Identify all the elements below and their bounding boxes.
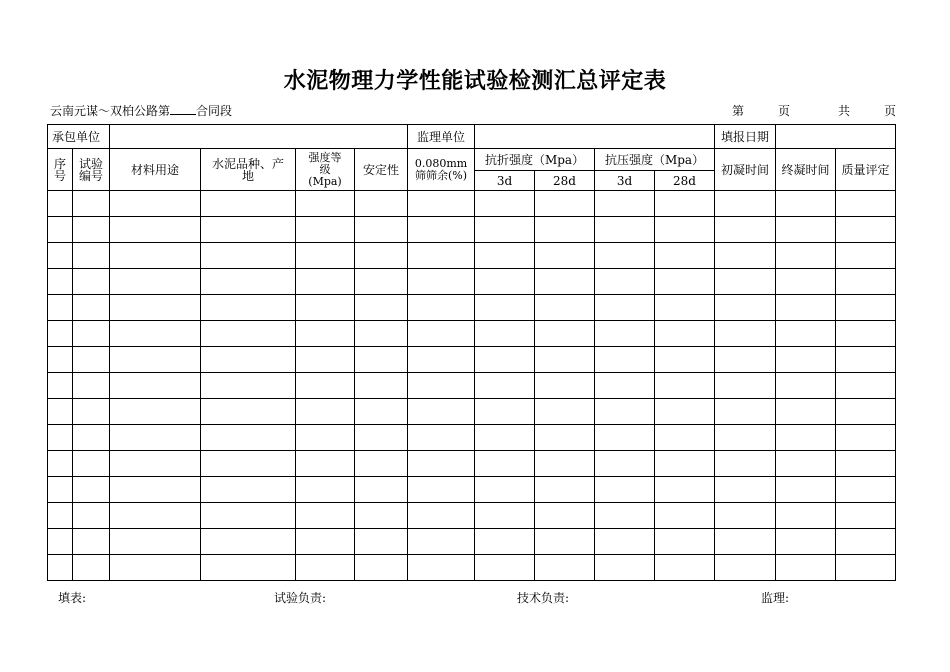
table-cell[interactable] [408,425,475,451]
table-cell[interactable] [836,529,896,555]
table-cell[interactable] [655,503,715,529]
table-cell[interactable] [296,503,355,529]
table-cell[interactable] [535,477,595,503]
table-cell[interactable] [73,269,110,295]
table-cell[interactable] [355,399,408,425]
table-cell[interactable] [201,295,296,321]
table-cell[interactable] [355,555,408,581]
table-cell[interactable] [296,347,355,373]
table-cell[interactable] [475,399,535,425]
summary-table [47,124,896,581]
table-cell[interactable] [776,399,836,425]
header-soundness: 安定性 [355,149,408,191]
table-cell[interactable] [715,295,776,321]
table-cell[interactable] [655,295,715,321]
table-cell[interactable] [836,295,896,321]
table-row [48,477,896,503]
table-cell[interactable] [355,503,408,529]
table-cell[interactable] [776,451,836,477]
table-cell[interactable] [475,477,535,503]
table-cell[interactable] [595,451,655,477]
table-cell[interactable] [48,503,73,529]
table-cell[interactable] [595,373,655,399]
table-cell[interactable] [776,269,836,295]
total-unit: 页 [884,104,897,118]
table-cell[interactable] [535,295,595,321]
header-seq: 序号 [48,149,73,191]
table-cell[interactable] [408,243,475,269]
table-cell[interactable] [655,269,715,295]
project-line [50,102,232,119]
table-cell[interactable] [73,555,110,581]
table-cell[interactable] [296,217,355,243]
table-cell[interactable] [776,295,836,321]
table-cell[interactable] [48,399,73,425]
table-cell[interactable] [73,451,110,477]
table-cell[interactable] [475,425,535,451]
table-cell[interactable] [836,477,896,503]
table-cell[interactable] [355,373,408,399]
footer-supervision: 监理: [761,591,790,605]
table-cell[interactable] [296,191,355,217]
table-cell[interactable] [296,373,355,399]
table-cell[interactable] [535,425,595,451]
table-cell[interactable] [408,269,475,295]
table-cell[interactable] [776,347,836,373]
table-cell[interactable] [408,191,475,217]
table-cell[interactable] [595,503,655,529]
table-cell[interactable] [776,373,836,399]
table-cell[interactable] [595,425,655,451]
table-row [48,529,896,555]
table-row [48,217,896,243]
table-cell[interactable] [48,477,73,503]
table-cell[interactable] [595,529,655,555]
table-cell[interactable] [73,191,110,217]
table-cell[interactable] [408,321,475,347]
table-cell[interactable] [355,191,408,217]
supervisor-label: 监理单位 [408,125,475,149]
table-cell[interactable] [715,399,776,425]
table-cell[interactable] [73,503,110,529]
page-label: 第 [732,104,745,118]
table-cell[interactable] [535,399,595,425]
table-cell[interactable] [296,529,355,555]
table-cell[interactable] [715,321,776,347]
table-cell[interactable] [408,451,475,477]
table-cell[interactable] [355,295,408,321]
table-cell[interactable] [408,373,475,399]
table-cell[interactable] [296,243,355,269]
table-row [48,347,896,373]
table-cell[interactable] [715,529,776,555]
table-cell[interactable] [201,373,296,399]
table-cell[interactable] [535,503,595,529]
table-cell[interactable] [110,373,201,399]
table-cell[interactable] [715,217,776,243]
table-cell[interactable] [48,269,73,295]
table-cell[interactable] [296,425,355,451]
table-cell[interactable] [595,269,655,295]
table-cell[interactable] [715,191,776,217]
table-cell[interactable] [655,373,715,399]
table-cell[interactable] [110,477,201,503]
table-cell[interactable] [535,321,595,347]
table-row [48,503,896,529]
contractor-value[interactable] [110,125,408,149]
table-cell[interactable] [655,347,715,373]
table-cell[interactable] [408,347,475,373]
table-cell[interactable] [595,347,655,373]
table-cell[interactable] [408,555,475,581]
table-row [48,373,896,399]
table-cell[interactable] [475,243,535,269]
table-cell[interactable] [535,347,595,373]
page-title: 水泥物理力学性能试验检测汇总评定表 [283,68,667,94]
table-cell[interactable] [296,321,355,347]
table-cell[interactable] [776,555,836,581]
table-row [48,451,896,477]
header-usage: 材料用途 [110,149,201,191]
table-row [48,269,896,295]
table-cell[interactable] [201,321,296,347]
table-cell[interactable] [73,347,110,373]
table-cell[interactable] [776,217,836,243]
table-cell[interactable] [73,243,110,269]
table-cell[interactable] [408,295,475,321]
project-prefix: 云南元谋～双柏公路第 [50,104,171,118]
table-cell[interactable] [535,373,595,399]
table-cell[interactable] [776,477,836,503]
contractor-label: 承包单位 [48,125,110,149]
header-test-no: 试验编号 [73,149,110,191]
table-cell[interactable] [595,477,655,503]
table-cell[interactable] [48,451,73,477]
table-cell[interactable] [110,347,201,373]
table-cell[interactable] [110,555,201,581]
table-cell[interactable] [475,295,535,321]
table-cell[interactable] [201,347,296,373]
table-cell[interactable] [73,477,110,503]
table-cell[interactable] [475,503,535,529]
table-cell[interactable] [355,321,408,347]
table-cell[interactable] [73,373,110,399]
table-cell[interactable] [355,269,408,295]
header-cement-type: 水泥品种、产地 [201,149,296,191]
table-cell[interactable] [836,451,896,477]
header-sieve-residue: 0.080mm筛筛余(%) [408,149,475,191]
table-cell[interactable] [110,451,201,477]
page-unit: 页 [778,104,791,118]
table-cell[interactable] [475,373,535,399]
table-cell[interactable] [48,217,73,243]
footer-tech-lead: 技术负责: [517,591,570,605]
header-flexural-28d: 28d [535,171,595,191]
table-cell[interactable] [836,217,896,243]
supervisor-value[interactable] [475,125,715,149]
table-cell[interactable] [296,555,355,581]
table-cell[interactable] [715,425,776,451]
table-cell[interactable] [355,425,408,451]
table-cell[interactable] [110,321,201,347]
table-cell[interactable] [110,399,201,425]
table-cell[interactable] [110,243,201,269]
table-cell[interactable] [475,529,535,555]
table-cell[interactable] [201,269,296,295]
header-flexural-3d: 3d [475,171,535,191]
table-cell[interactable] [655,243,715,269]
table-cell[interactable] [73,399,110,425]
table-cell[interactable] [535,451,595,477]
table-cell[interactable] [201,425,296,451]
table-cell[interactable] [655,321,715,347]
table-row [48,295,896,321]
table-cell[interactable] [110,269,201,295]
contract-blank[interactable] [170,104,196,115]
table-cell[interactable] [48,529,73,555]
table-cell[interactable] [715,451,776,477]
table-row [48,555,896,581]
table-cell[interactable] [836,243,896,269]
table-cell[interactable] [73,295,110,321]
table-cell[interactable] [655,399,715,425]
table-cell[interactable] [475,191,535,217]
table-cell[interactable] [715,555,776,581]
table-cell[interactable] [655,451,715,477]
table-cell[interactable] [475,269,535,295]
table-cell[interactable] [776,243,836,269]
header-quality: 质量评定 [836,149,896,191]
table-cell[interactable] [110,529,201,555]
table-cell[interactable] [595,295,655,321]
table-cell[interactable] [296,399,355,425]
table-cell[interactable] [355,477,408,503]
table-cell[interactable] [535,243,595,269]
table-cell[interactable] [475,347,535,373]
header-initial-set: 初凝时间 [715,149,776,191]
page-indicator [732,102,896,119]
table-row [48,399,896,425]
table-cell[interactable] [408,477,475,503]
header-flexural: 抗折强度（Mpa） [475,149,595,171]
table-cell[interactable] [475,555,535,581]
table-cell[interactable] [48,191,73,217]
table-cell[interactable] [836,503,896,529]
table-cell[interactable] [408,529,475,555]
table-cell[interactable] [535,217,595,243]
fill-date-value[interactable] [776,125,896,149]
table-cell[interactable] [595,555,655,581]
table-cell[interactable] [48,347,73,373]
table-cell[interactable] [655,529,715,555]
table-cell[interactable] [201,503,296,529]
data-body [48,191,896,581]
table-cell[interactable] [201,399,296,425]
table-cell[interactable] [296,477,355,503]
footer-test-lead: 试验负责: [274,591,327,605]
table-cell[interactable] [535,191,595,217]
table-cell[interactable] [355,347,408,373]
table-cell[interactable] [355,243,408,269]
table-cell[interactable] [776,321,836,347]
table-cell[interactable] [201,217,296,243]
table-cell[interactable] [836,191,896,217]
table-cell[interactable] [776,425,836,451]
table-cell[interactable] [408,217,475,243]
table-cell[interactable] [73,321,110,347]
table-cell[interactable] [836,269,896,295]
table-cell[interactable] [110,217,201,243]
header-row-1 [48,149,896,171]
footer-filler: 填表: [58,591,87,605]
table-cell[interactable] [201,243,296,269]
table-cell[interactable] [201,477,296,503]
table-cell[interactable] [355,217,408,243]
table-cell[interactable] [836,425,896,451]
total-label: 共 [838,104,851,118]
table-cell[interactable] [201,529,296,555]
table-cell[interactable] [296,451,355,477]
table-cell[interactable] [201,555,296,581]
table-cell[interactable] [110,425,201,451]
table-cell[interactable] [408,399,475,425]
table-cell[interactable] [836,373,896,399]
table-cell[interactable] [655,425,715,451]
table-cell[interactable] [201,191,296,217]
table-cell[interactable] [715,243,776,269]
table-cell[interactable] [715,347,776,373]
header-strength-grade: 强度等级(Mpa) [296,149,355,191]
header-compressive: 抗压强度（Mpa） [595,149,715,171]
table-cell[interactable] [715,373,776,399]
table-cell[interactable] [296,269,355,295]
table-cell[interactable] [355,529,408,555]
table-cell[interactable] [355,451,408,477]
table-cell[interactable] [715,269,776,295]
project-suffix: 合同段 [196,104,233,118]
table-cell[interactable] [836,321,896,347]
table-cell[interactable] [715,503,776,529]
table-cell[interactable] [110,503,201,529]
table-cell[interactable] [201,451,296,477]
table-cell[interactable] [296,295,355,321]
table-cell[interactable] [776,503,836,529]
table-cell[interactable] [535,269,595,295]
table-row [48,243,896,269]
table-cell[interactable] [48,373,73,399]
table-row [48,425,896,451]
table-cell[interactable] [48,425,73,451]
table-cell[interactable] [836,347,896,373]
table-cell[interactable] [475,321,535,347]
table-cell[interactable] [408,503,475,529]
table-cell[interactable] [595,243,655,269]
table-cell[interactable] [48,321,73,347]
table-cell[interactable] [595,399,655,425]
table-cell[interactable] [110,191,201,217]
table-cell[interactable] [48,295,73,321]
table-cell[interactable] [836,399,896,425]
table-cell[interactable] [535,529,595,555]
table-cell[interactable] [655,217,715,243]
table-cell[interactable] [595,217,655,243]
table-cell[interactable] [110,295,201,321]
table-cell[interactable] [48,243,73,269]
table-cell[interactable] [655,555,715,581]
table-row [48,191,896,217]
header-compressive-3d: 3d [595,171,655,191]
table-row [48,321,896,347]
table-cell[interactable] [475,217,535,243]
table-cell[interactable] [595,321,655,347]
table-cell[interactable] [655,191,715,217]
table-cell[interactable] [475,451,535,477]
table-cell[interactable] [48,555,73,581]
table-cell[interactable] [535,555,595,581]
table-cell[interactable] [776,529,836,555]
fill-date-label: 填报日期 [715,125,776,149]
table-cell[interactable] [73,425,110,451]
table-cell[interactable] [776,191,836,217]
table-cell[interactable] [595,191,655,217]
header-compressive-28d: 28d [655,171,715,191]
table-cell[interactable] [73,217,110,243]
table-cell[interactable] [836,555,896,581]
table-cell[interactable] [655,477,715,503]
table-cell[interactable] [73,529,110,555]
info-row [48,125,896,149]
header-final-set: 终凝时间 [776,149,836,191]
table-cell[interactable] [715,477,776,503]
